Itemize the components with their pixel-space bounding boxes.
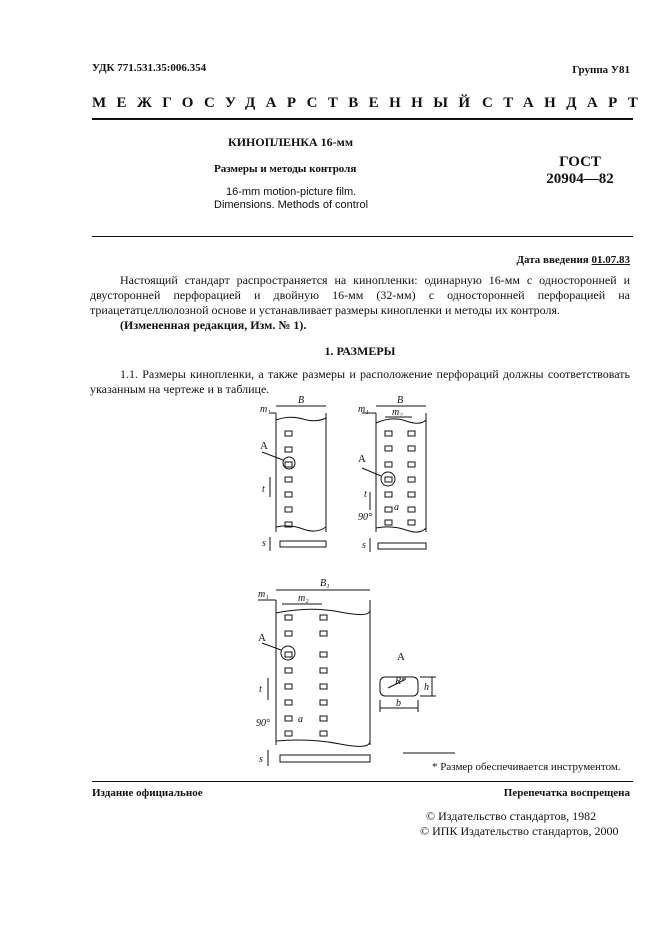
- english-title-1: 16-mm motion-picture film.: [226, 186, 357, 198]
- footer-official: Издание официальное: [92, 787, 203, 799]
- fig1-label-B: B: [298, 395, 305, 406]
- paragraph-1-1: 1.1. Размеры кинопленки, а также размеры и расположение перфораций должны соответствовать указанным на чертеже и в таблице.: [90, 367, 630, 396]
- fig2-label-a: a: [394, 502, 399, 513]
- copyright-1982: © Издательство стандартов, 1982: [426, 809, 597, 823]
- group-code: Группа У81: [572, 64, 630, 76]
- fig2-label-angle: 90°: [358, 512, 372, 523]
- fig3-label-angle: 90°: [256, 718, 270, 729]
- fig2-label-A: A: [358, 453, 366, 465]
- english-title-2: Dimensions. Methods of control: [214, 199, 369, 211]
- fig2-label-m2: m₂: [392, 407, 403, 418]
- gost-label: ГОСТ: [559, 154, 601, 170]
- figure-double-perf: [362, 406, 426, 552]
- detail-A-title: A: [397, 651, 405, 663]
- fig2-label-m1: m₁: [358, 404, 369, 415]
- detail-label-b: b: [396, 698, 401, 709]
- section-title: 1. РАЗМЕРЫ: [324, 344, 396, 358]
- banner-left: МЕЖГОСУДАРСТВЕННЫЙ: [92, 95, 481, 111]
- fig3-label-m2: m₂: [298, 593, 309, 604]
- fig2-label-B: B: [397, 395, 404, 406]
- fig3-label-s: s: [259, 754, 263, 765]
- intro-date-label: Дата введения: [516, 254, 589, 266]
- fig1-label-t: t: [262, 484, 265, 495]
- udk-code: УДК 771.531.35:006.354: [92, 62, 207, 74]
- fig3-label-A: A: [258, 632, 266, 644]
- doc-subtitle: Размеры и методы контроля: [214, 163, 357, 175]
- footer-reprint: Перепечатка воспрещена: [503, 787, 630, 799]
- fig1-label-m1: m₁: [260, 404, 271, 415]
- fig1-label-s: s: [262, 538, 266, 549]
- banner-right: СТАНДАРТ: [482, 95, 649, 111]
- fig3-label-a: a: [298, 714, 303, 725]
- amendment-note: (Измененная редакция, Изм. № 1).: [120, 318, 307, 332]
- intro-date-value: 01.07.83: [591, 254, 630, 266]
- gost-number: 20904—82: [546, 171, 614, 187]
- paragraph-scope: Настоящий стандарт распространяется на кинопленки: одинарную 16-мм с односторонней и двусторонней перфорацией и двойную 16-мм (32-мм) с односторонней перфорацией на триацетатцеллюлозной основе и устанавливает размеры кинопленки и методы их контроля.: [90, 273, 630, 317]
- fig1-label-A: A: [260, 440, 268, 452]
- fig2-label-t: t: [364, 489, 367, 500]
- figure-double-film: [258, 590, 370, 766]
- footer-rule: [92, 781, 633, 782]
- fig3-label-B1: B₁: [320, 578, 330, 589]
- figure-single-perf: [262, 406, 326, 551]
- fig3-label-t: t: [259, 684, 262, 695]
- fig3-label-m1: m₁: [258, 589, 269, 600]
- footnote: * Размер обеспечивается инструментом.: [432, 761, 621, 773]
- doc-title: КИНОПЛЕНКА 16-мм: [228, 135, 354, 149]
- copyright-2000: © ИПК Издательство стандартов, 2000: [420, 824, 619, 838]
- detail-label-h: h: [424, 682, 429, 693]
- detail-label-R: R*: [395, 676, 407, 687]
- fig2-label-s: s: [362, 540, 366, 551]
